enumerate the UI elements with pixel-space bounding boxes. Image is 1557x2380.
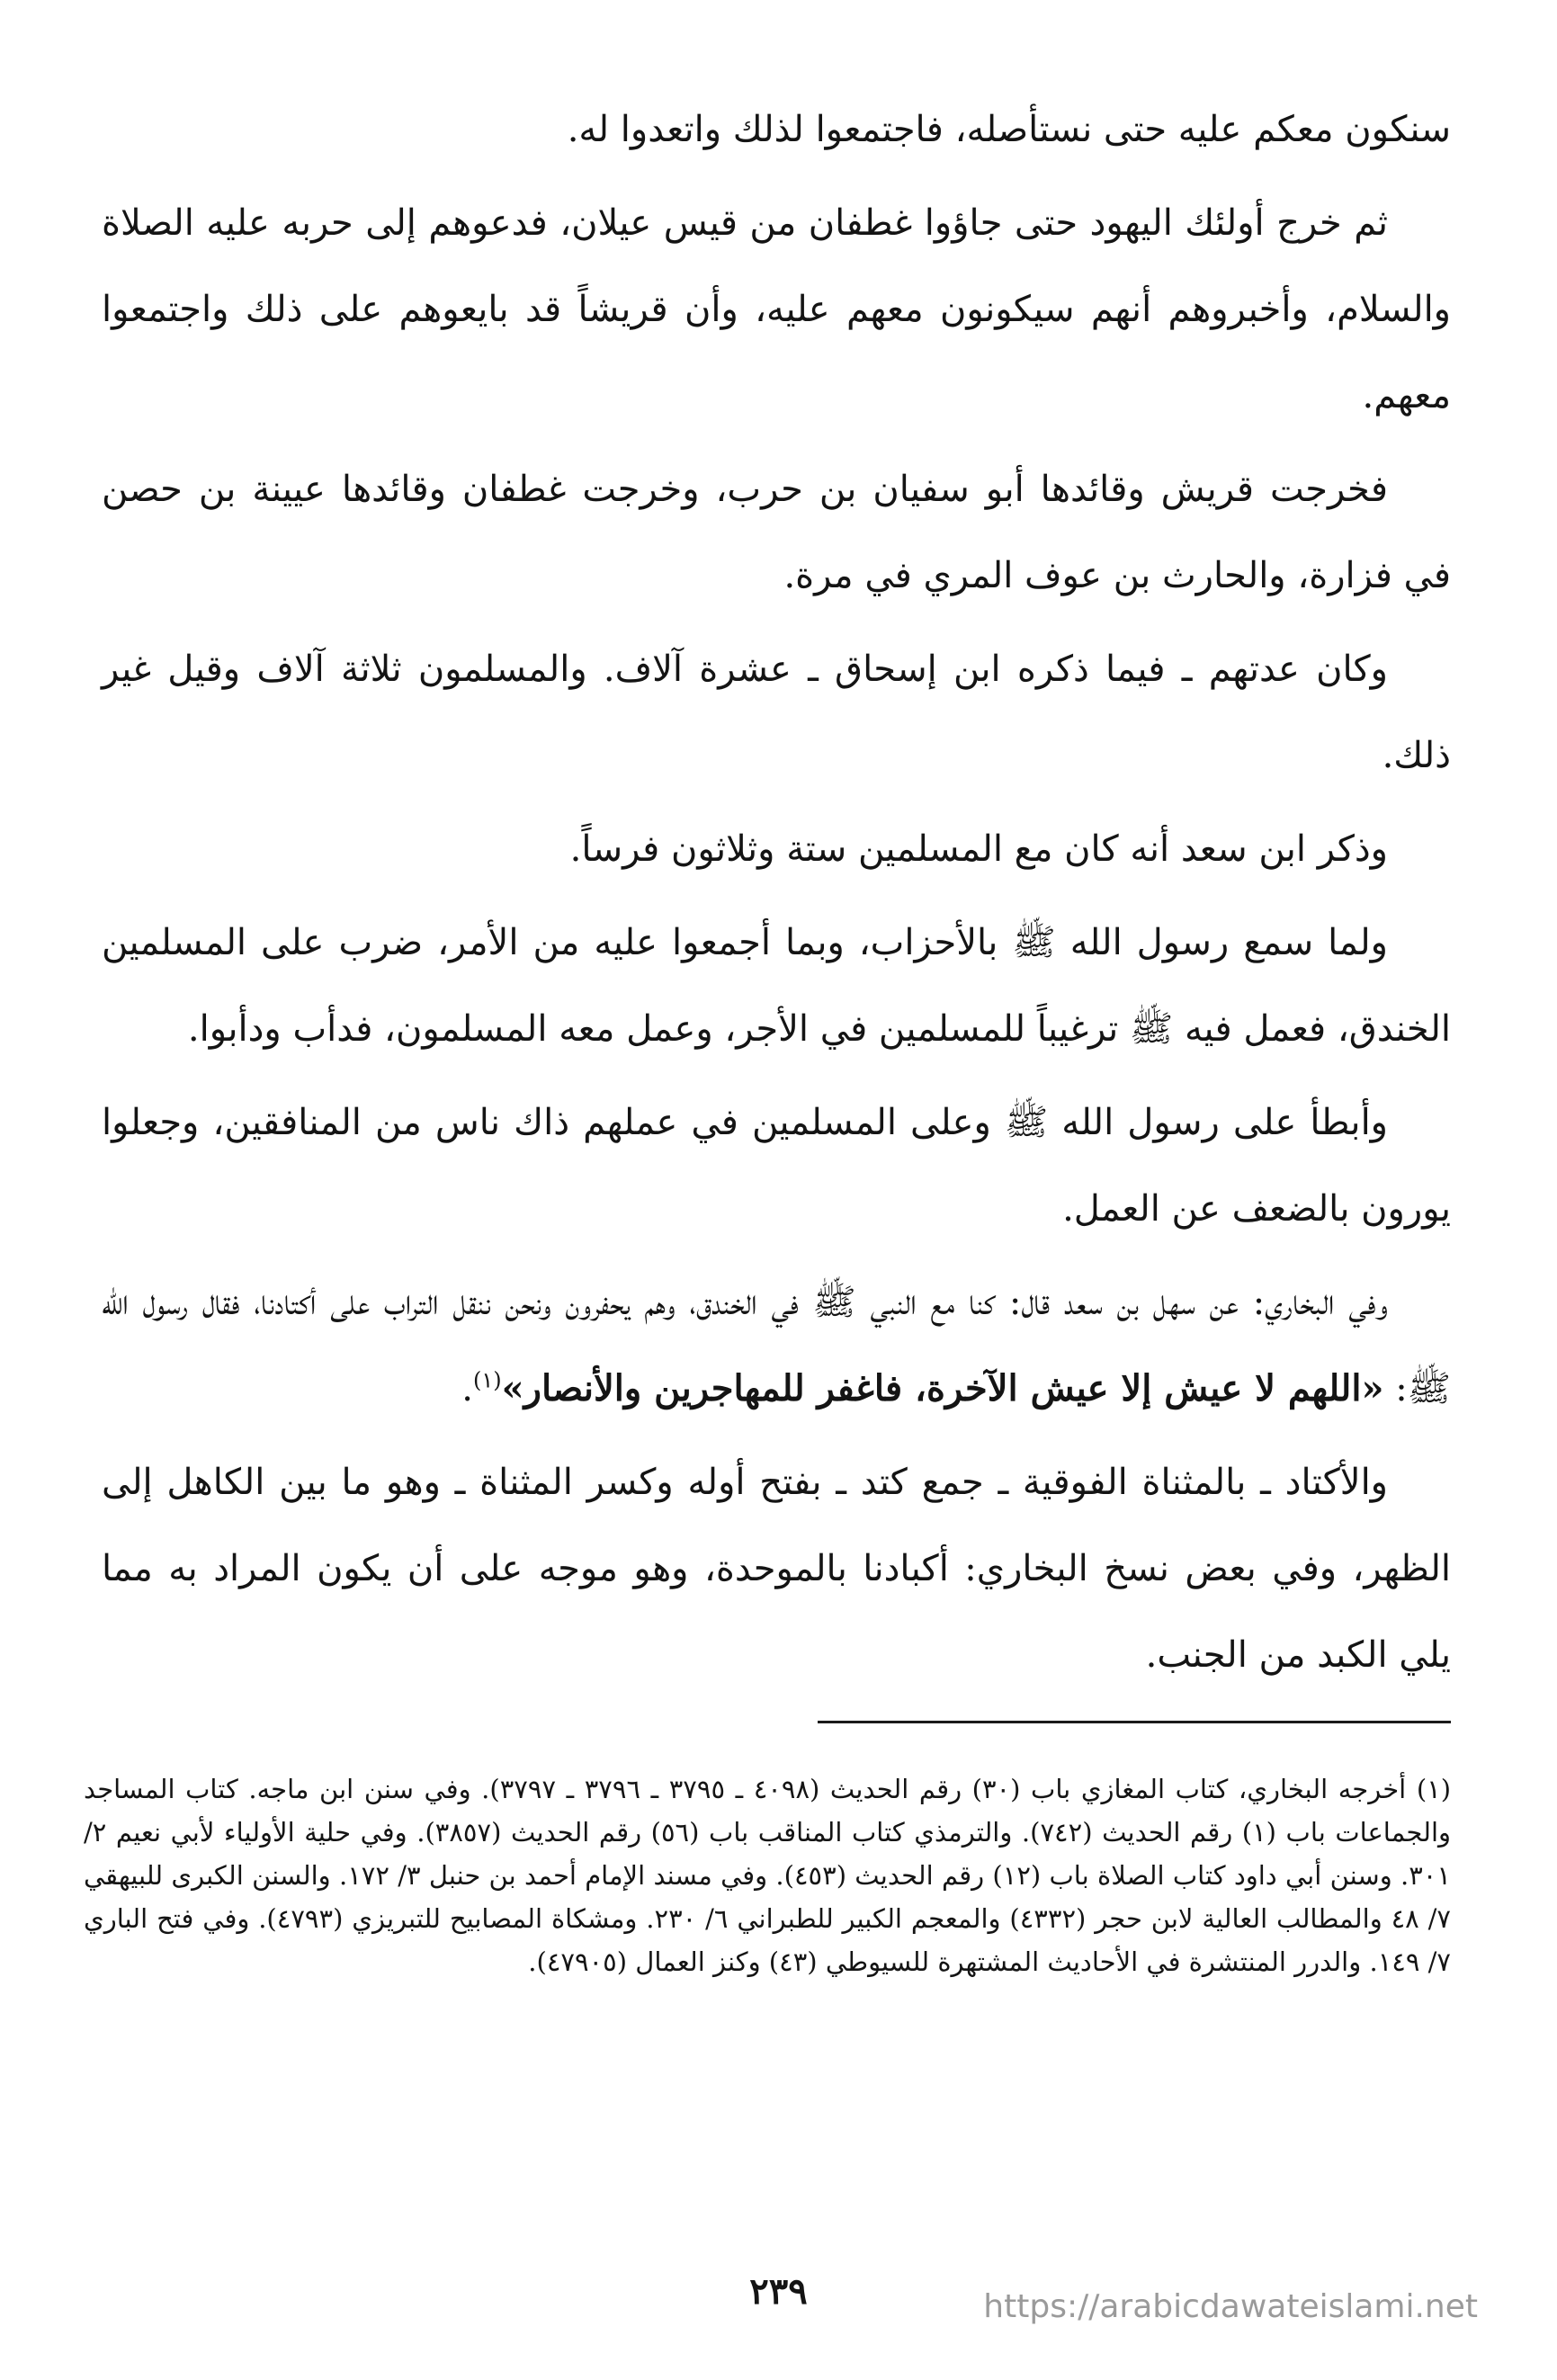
paragraph-7: وأبطأ على رسول الله ﷺ وعلى المسلمين في عملهم ذاك ناس من المنافقين، وجعلوا يورون بالضعف عن العمل. <box>102 1102 1451 1230</box>
paragraph-4: وكان عدتهم ـ فيما ذكره ابن إسحاق ـ عشرة آلاف. والمسلمون ثلاثة آلاف وقيل غير ذلك. <box>102 649 1451 776</box>
hadith-quote: «اللهم لا عيش إلا عيش الآخرة، فاغفر للمهاجرين والأنصار» <box>501 1367 1384 1409</box>
footnote-text: أخرجه البخاري، كتاب المغازي باب (٣٠) رقم الحديث (٤٠٩٨ ـ ٣٧٩٥ ـ ٣٧٩٦ ـ ٣٧٩٧). وفي سنن ابن ماجه. كتاب المساجد والجماعات باب (١) رقم الحديث (٧٤٢). والترمذي كتاب المناقب باب (٥٦) رقم الحديث (٣٨٥٧). وفي حلية الأولياء لأبي نعيم ٢/ ٣٠١. وسنن أبي داود كتاب الصلاة باب (١٢) رقم الحديث (٤٥٣). وفي مسند الإمام أحمد بن حنبل ٣/ ١٧٢. والسنن الكبرى للبيهقي ٧/ ٤٨ والمطالب العالية لابن حجر (٤٣٣٢) والمعجم الكبير للطبراني ٦/ ٢٣٠. ومشكاة المصابيح للتبريزي (٤٧٩٣). وفي فتح الباري ٧/ ١٤٩. والدرر المنتشرة في الأحاديث المشتهرة للسيوطي (٤٣) وكنز العمال (٤٧٩٠٥). <box>84 1774 1452 1977</box>
footnote-1 <box>84 1767 1451 1983</box>
paragraph-8-intro: وفي البخاري: عن سهل بن سعد قال: كنا مع النبي ﷺ في الخندق، وهم يحفرون ونحن ننقل التراب على أكتادنا، فقال رسول الله ﷺ: <box>102 1282 1451 1409</box>
footnote-reference: (١) <box>472 1367 502 1393</box>
footnote-marker: (١) <box>1416 1774 1452 1804</box>
main-text <box>102 86 1451 1705</box>
paragraph-9: والأكتاد ـ بالمثناة الفوقية ـ جمع كتد ـ بفتح أوله وكسر المثناة ـ وهو ما بين الكاهل إلى الظهر، وفي بعض نسخ البخاري: أكبادنا بالموحدة، وهو موجه على أن يكون المراد به مما يلي الكبد من الجنب. <box>102 1462 1451 1676</box>
paragraph-8 <box>102 1259 1451 1432</box>
paragraph-6: ولما سمع رسول الله ﷺ بالأحزاب، وبما أجمعوا عليه من الأمر، ضرب على المسلمين الخندق، فعمل فيه ﷺ ترغيباً للمسلمين في الأجر، وعمل معه المسلمون، فدأب ودأبوا. <box>102 922 1451 1050</box>
paragraph-3: فخرجت قريش وقائدها أبو سفيان بن حرب، وخرجت غطفان وقائدها عيينة بن حصن في فزارة، والحارث بن عوف المري في مرة. <box>102 469 1451 596</box>
paragraph-2: ثم خرج أولئك اليهود حتى جاؤوا غطفان من قيس عيلان، فدعوهم إلى حربه عليه الصلاة والسلام، وأخبروهم أنهم سيكونون معهم عليه، وأن قريشاً قد بايعوهم على ذلك واجتمعوا معهم. <box>102 202 1451 416</box>
footnotes <box>84 1767 1451 1983</box>
paragraph-8-end: . <box>461 1368 473 1409</box>
page-number: ٢٣٩ <box>749 2270 808 2313</box>
watermark-url: https://arabicdawateislami.net <box>983 2288 1478 2325</box>
footnote-separator <box>818 1721 1451 1723</box>
paragraph-1: سنكون معكم عليه حتى نستأصله، فاجتمعوا لذلك واتعدوا له. <box>567 109 1451 150</box>
paragraph-5: وذكر ابن سعد أنه كان مع المسلمين ستة وثلاثون فرساً. <box>569 828 1388 870</box>
